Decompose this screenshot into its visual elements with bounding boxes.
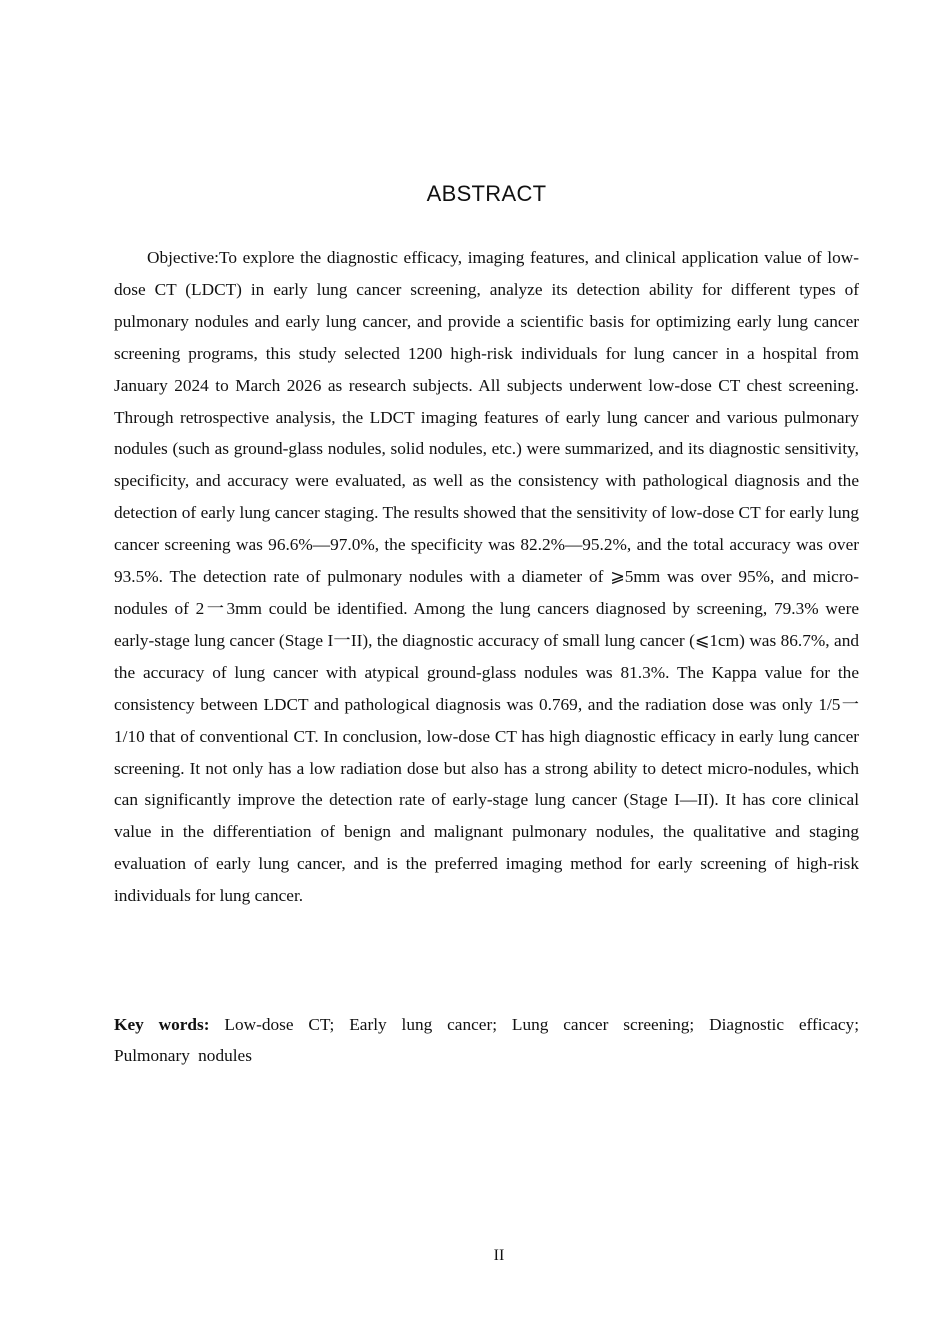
keywords-list: Low-dose CT; Early lung cancer; Lung cancer screening; Diagnostic efficacy; Pulmonary nodules: [114, 1015, 859, 1065]
keywords-paragraph: [114, 1009, 859, 1071]
abstract-paragraph: Objective:To explore the diagnostic efficacy, imaging features, and clinical application value of low-dose CT (LDCT) in early lung cancer screening, analyze its detection ability for different types of pulmonary nodules and early lung cancer, and provide a scientific basis for optimizing early lung cancer screening programs, this study selected 1200 high-risk individuals for lung cancer in a hospital from January 2024 to March 2026 as research subjects. All subjects underwent low-dose CT chest screening. Through retrospective analysis, the LDCT imaging features of early lung cancer and various pulmonary nodules (such as ground-glass nodules, solid nodules, etc.) were summarized, and its diagnostic sensitivity, specificity, and accuracy were evaluated, as well as the consistency with pathological diagnosis and the detection of early lung cancer staging. The results showed that the sensitivity of low-dose CT for early lung cancer screening was 96.6%—97.0%, the specificity was 82.2%—95.2%, and the total accuracy was over 93.5%. The detection rate of pulmonary nodules with a diameter of ⩾5mm was over 95%, and micro-nodules of 2一3mm could be identified. Among the lung cancers diagnosed by screening, 79.3% were early-stage lung cancer (Stage I一II), the diagnostic accuracy of small lung cancer (⩽1cm) was 86.7%, and the accuracy of lung cancer with atypical ground-glass nodules was 81.3%. The Kappa value for the consistency between LDCT and pathological diagnosis was 0.769, and the radiation dose was only 1/5一1/10 that of conventional CT. In conclusion, low-dose CT has high diagnostic efficacy in early lung cancer screening. It not only has a low radiation dose but also has a strong ability to detect micro-nodules, which can significantly improve the detection rate of early-stage lung cancer (Stage I—II). It has core clinical value in the differentiation of benign and malignant pulmonary nodules, the qualitative and staging evaluation of early lung cancer, and is the preferred imaging method for early screening of high-risk individuals for lung cancer.: [114, 248, 859, 906]
keywords-label: Key words:: [114, 1015, 210, 1034]
abstract-heading: ABSTRACT: [426, 181, 547, 206]
page-number: II: [493, 1247, 505, 1264]
